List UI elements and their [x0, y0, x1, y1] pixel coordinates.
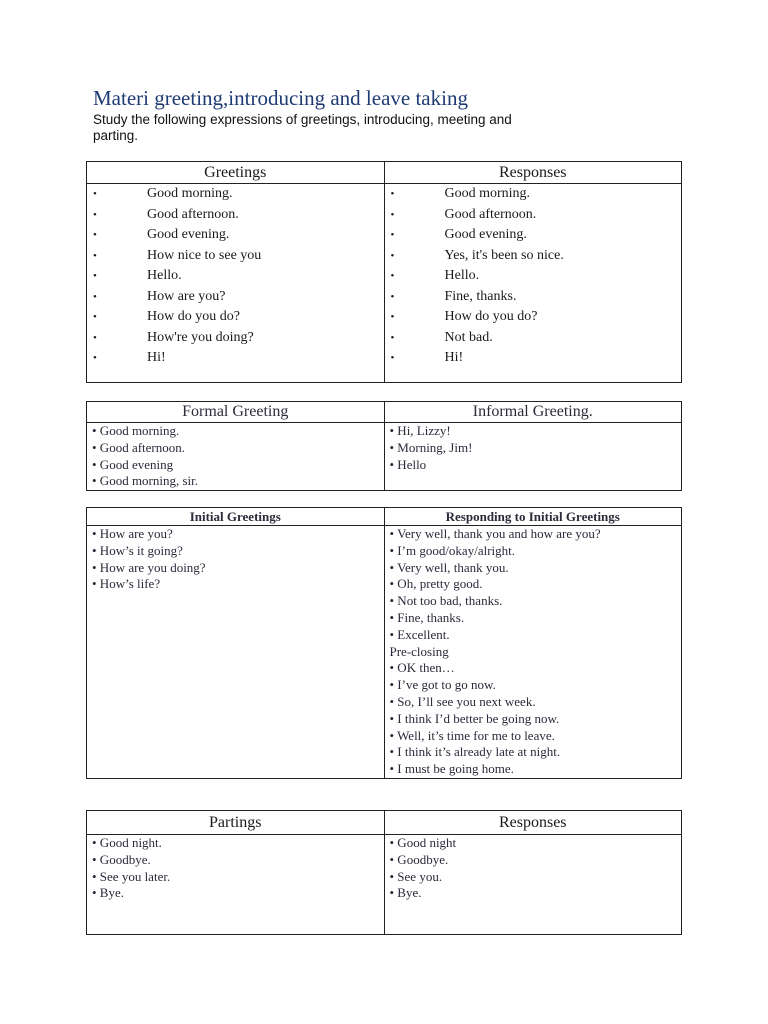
partings-table: [86, 810, 682, 935]
formal-greeting-header: Formal Greeting: [87, 402, 385, 423]
greeting-item-text: How're you doing?: [147, 329, 254, 345]
bullet-icon: •: [390, 249, 395, 262]
formal-greeting-column: [87, 423, 385, 491]
parting-response-item: • Bye.: [389, 885, 422, 901]
response-item-text: Not bad.: [444, 329, 493, 345]
informal-greeting-column: [384, 423, 682, 491]
parting-item: • Good night.: [92, 835, 162, 850]
formal-greeting-item: • Good afternoon.: [92, 439, 185, 455]
responding-item: • Very well, thank you.: [389, 559, 509, 575]
response-item-text: Good evening.: [444, 227, 527, 242]
bullet-icon: •: [93, 208, 97, 221]
response-item: [385, 348, 682, 369]
responses-column: [384, 184, 682, 383]
responding-item: • Very well, thank you and how are you?: [389, 526, 601, 541]
responses-header: Responses: [384, 162, 682, 184]
bullet-icon: •: [390, 290, 395, 303]
response-item: [385, 287, 682, 308]
greeting-item-text: How do you do?: [147, 309, 240, 324]
parting-response-item: • Good night: [389, 835, 457, 850]
bullet-icon: •: [93, 290, 97, 303]
greeting-item: [87, 348, 384, 369]
greeting-item: [87, 246, 384, 267]
partings-column: [87, 835, 385, 935]
responding-item: • Not too bad, thanks.: [389, 593, 503, 609]
pre-closing-label: Pre-closing: [389, 643, 449, 659]
greetings-column: [87, 184, 385, 383]
bullet-icon: •: [390, 208, 395, 221]
greeting-item-text: Good morning.: [147, 186, 233, 201]
pre-closing-item: • Well, it’s time for me to leave.: [389, 727, 555, 743]
responding-item: • Excellent.: [389, 626, 450, 642]
responding-item: • I’m good/okay/alright.: [389, 542, 515, 558]
document-subtitle: Study the following expressions of greetings, introducing, meeting and parting.: [93, 112, 512, 143]
parting-response-item: • See you.: [389, 868, 443, 884]
initial-greeting-item: • How’s life?: [92, 576, 161, 592]
response-item: [385, 225, 682, 246]
responding-item: • Oh, pretty good.: [389, 576, 483, 592]
bullet-icon: •: [390, 331, 395, 344]
response-item: [385, 328, 682, 349]
response-item-text: How do you do?: [444, 309, 538, 324]
bullet-icon: •: [390, 311, 395, 323]
bullet-icon: •: [390, 188, 395, 200]
bullet-icon: •: [93, 331, 97, 344]
partings-header: Partings: [87, 811, 385, 835]
parting-item: • See you later.: [92, 868, 171, 884]
pre-closing-item: • So, I’ll see you next week.: [389, 693, 536, 709]
bullet-icon: •: [93, 188, 97, 200]
bullet-icon: •: [390, 229, 395, 241]
bullet-icon: •: [93, 311, 97, 323]
greeting-item-text: Hi!: [147, 350, 166, 365]
responding-column: [384, 526, 682, 779]
response-item-text: Hello.: [444, 268, 480, 283]
bullet-icon: •: [93, 352, 97, 364]
initial-greeting-item: • How are you?: [92, 526, 173, 541]
informal-greeting-header: Informal Greeting.: [384, 402, 682, 423]
formal-informal-table: [86, 401, 682, 491]
pre-closing-item: • I think it’s already late at night.: [389, 744, 561, 760]
greeting-item: [87, 205, 384, 226]
response-item-text: Hi!: [444, 350, 464, 365]
bullet-icon: •: [93, 270, 97, 282]
response-item-text: Good morning.: [444, 186, 531, 201]
response-item-text: Yes, it's been so nice.: [444, 247, 564, 263]
pre-closing-item: • I’ve got to go now.: [389, 677, 496, 693]
response-item-text: Fine, thanks.: [444, 288, 517, 304]
formal-greeting-item: • Good morning.: [92, 423, 180, 438]
response-item-text: Good afternoon.: [444, 206, 537, 222]
partings-responses-column: [384, 835, 682, 935]
informal-greeting-item: • Hi, Lizzy!: [389, 423, 451, 438]
response-item: [385, 184, 682, 205]
greeting-item: [87, 307, 384, 328]
response-item: [385, 266, 682, 287]
responding-item: • Fine, thanks.: [389, 609, 465, 625]
formal-greeting-item: • Good morning, sir.: [92, 473, 199, 489]
initial-greetings-column: [87, 526, 385, 779]
greeting-item: [87, 225, 384, 246]
greeting-item-text: Hello.: [147, 268, 182, 283]
response-item: [385, 307, 682, 328]
partings-responses-header: Responses: [384, 811, 682, 835]
bullet-icon: •: [93, 249, 97, 262]
parting-item: • Goodbye.: [92, 851, 151, 867]
greeting-item: [87, 184, 384, 205]
bullet-icon: •: [390, 352, 395, 364]
initial-greeting-item: • How’s it going?: [92, 542, 183, 558]
pre-closing-item: • OK then…: [389, 660, 455, 676]
response-item: [385, 246, 682, 267]
initial-greeting-item: • How are you doing?: [92, 559, 206, 575]
informal-greeting-item: • Morning, Jim!: [389, 439, 473, 455]
bullet-icon: •: [93, 229, 97, 241]
parting-response-item: • Goodbye.: [389, 851, 449, 867]
formal-greeting-item: • Good evening: [92, 456, 174, 472]
informal-greeting-item: • Hello: [389, 456, 427, 472]
document-title: Materi greeting,introducing and leave taking: [93, 86, 468, 110]
bullet-icon: •: [390, 270, 395, 282]
response-item: [385, 205, 682, 226]
responding-header: Responding to Initial Greetings: [384, 508, 682, 526]
initial-greetings-table: [86, 507, 682, 779]
greeting-item-text: Good afternoon.: [147, 206, 239, 222]
parting-item: • Bye.: [92, 885, 124, 901]
greetings-header: Greetings: [87, 162, 385, 184]
greeting-item: [87, 287, 384, 308]
pre-closing-item: • I must be going home.: [389, 761, 514, 777]
greeting-item-text: How nice to see you: [147, 247, 262, 263]
greetings-table: [86, 161, 682, 383]
greeting-item-text: How are you?: [147, 288, 226, 304]
pre-closing-item: • I think I’d better be going now.: [389, 710, 560, 726]
greeting-item-text: Good evening.: [147, 227, 230, 242]
initial-greetings-header: Initial Greetings: [87, 508, 385, 526]
greeting-item: [87, 266, 384, 287]
greeting-item: [87, 328, 384, 349]
